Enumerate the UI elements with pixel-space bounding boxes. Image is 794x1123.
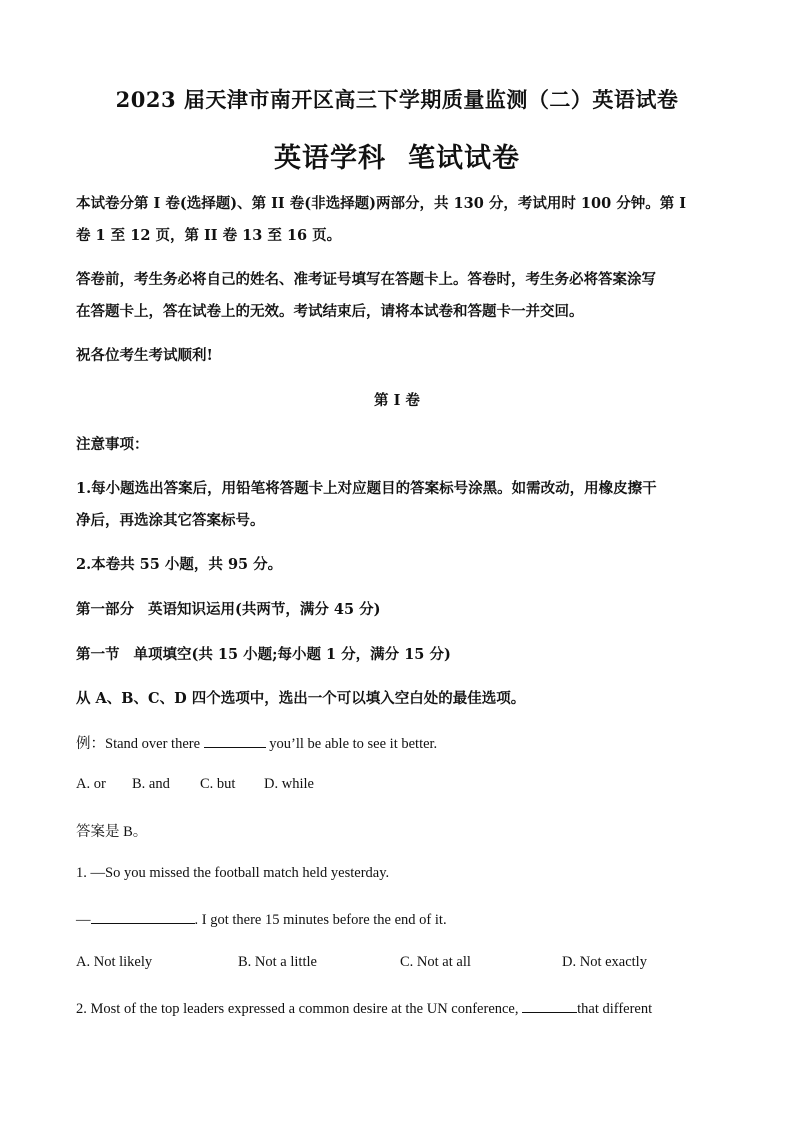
example-answer: 答案是 B。 [76, 824, 148, 840]
question-1-option-d: D. Not exactly [562, 954, 647, 970]
question-2-stem-after: that different [577, 1001, 653, 1017]
notice-heading: 注意事项： [76, 436, 149, 453]
example-option-a: A. or [76, 776, 106, 792]
example-option-d: D. while [264, 776, 314, 792]
part1-heading-desc: 英语知识运用(共两节，满分 45 分) [148, 601, 381, 618]
question-2-line1 [76, 999, 652, 1018]
question-1-option-c: C. Not at all [400, 954, 471, 970]
question-1-line2 [76, 910, 447, 929]
question-2-stem-before: 2. Most of the top leaders expressed a common desire at the UN conference, [76, 1001, 519, 1017]
question-1-line2-text: . I got there 15 minutes before the end of it. [194, 912, 447, 928]
question-1-blank [91, 910, 195, 924]
question-1-line1: 1. —So you missed the football match held yesterday. [76, 865, 390, 881]
example-option-b: B. and [132, 776, 170, 792]
part1-heading-label: 第一部分 [76, 601, 134, 618]
notice-1-line2: 净后，再选涂其它答案标号。 [76, 512, 265, 529]
example-stem-after: you’ll be able to see it better. [269, 736, 438, 752]
volume-heading: 第 I 卷 [374, 392, 420, 409]
example-option-c: C. but [200, 776, 236, 792]
question-1-dash: — [76, 912, 91, 928]
section1-directions: 从 A、B、C、D 四个选项中，选出一个可以填入空白处的最佳选项。 [76, 690, 526, 707]
subject-title-part-b: 笔试试卷 [408, 143, 520, 174]
notice-2: 2.本卷共 55 小题，共 95 分。 [76, 556, 283, 573]
section1-heading-desc: 单项填空(共 15 小题;每小题 1 分，满分 15 分) [133, 646, 451, 663]
part1-heading [76, 598, 381, 619]
example-options [76, 776, 314, 793]
section1-heading-label: 第一节 [76, 646, 120, 663]
example-stem [76, 732, 437, 753]
question-1-option-b: B. Not a little [238, 954, 317, 970]
instructions-p1-line2: 卷 1 至 12 页，第 II 卷 13 至 16 页。 [76, 227, 342, 244]
good-luck-text: 祝各位考生考试顺利! [76, 347, 213, 364]
instructions-p2-line2: 在答题卡上，答在试卷上的无效。考试结束后，请将本试卷和答题卡一并交回。 [76, 303, 584, 320]
instructions-p2-line1: 答卷前，考生务必将自己的姓名、准考证号填写在答题卡上。答卷时，考生务必将答案涂写 [76, 271, 656, 288]
subject-title [0, 136, 794, 175]
subject-title-part-a: 英语学科 [274, 143, 386, 174]
instructions-p1-line1: 本试卷分第 I 卷(选择题)、第 II 卷(非选择题)两部分，共 130 分，考试用时 100 分钟。第 I [76, 195, 687, 212]
question-2-blank [522, 999, 577, 1013]
section1-heading [76, 643, 451, 664]
exam-title: 2023 届天津市南开区高三下学期质量监测（二）英语试卷 [115, 87, 679, 112]
example-stem-before: Stand over there [105, 736, 201, 752]
notice-1-line1: 1.每小题选出答案后，用铅笔将答题卡上对应题目的答案标号涂黑。如需改动，用橡皮擦干 [76, 480, 657, 497]
question-1-option-a: A. Not likely [76, 954, 153, 970]
example-blank [204, 734, 266, 748]
question-1-options [76, 954, 647, 971]
example-label: 例： [76, 736, 105, 752]
